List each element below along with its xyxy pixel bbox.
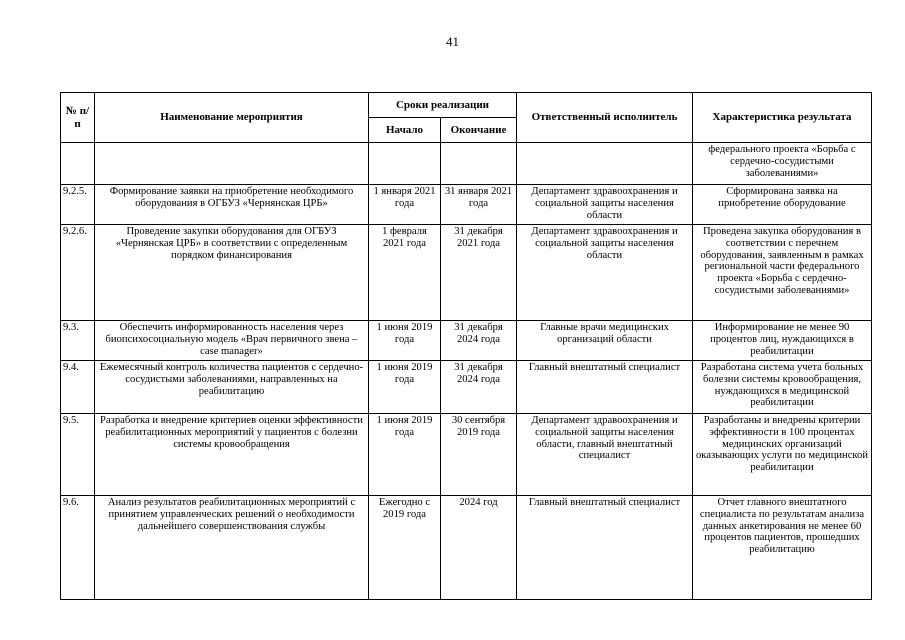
row-name: Ежемесячный контроль количества пациентов с сердечно-сосудистыми заболеваниями, направленных на реабилитацию — [95, 361, 369, 414]
row-executor — [517, 143, 693, 185]
row-end: 31 декабря 2024 года — [441, 361, 517, 414]
row-start: 1 февраля 2021 года — [369, 225, 441, 321]
table-row — [61, 496, 872, 600]
row-num: 9.3. — [61, 321, 95, 361]
row-name: Проведение закупки оборудования для ОГБУЗ «Чернянская ЦРБ» в соответствии с определенным порядком финансирования — [95, 225, 369, 321]
page-number: 41 — [446, 34, 459, 49]
row-end: 31 декабря 2024 года — [441, 321, 517, 361]
row-result: Разработана система учета больных болезни системы кровообращения, нуждающихся в медицинской реабилитации — [693, 361, 872, 414]
row-num: 9.6. — [61, 496, 95, 600]
row-num: 9.5. — [61, 414, 95, 496]
row-start — [369, 143, 441, 185]
row-end: 30 сентября 2019 года — [441, 414, 517, 496]
table-row — [61, 321, 872, 361]
row-start: 1 января 2021 года — [369, 185, 441, 225]
table-row — [61, 185, 872, 225]
row-start: Ежегодно с 2019 года — [369, 496, 441, 600]
row-num — [61, 143, 95, 185]
row-executor: Главный внештатный специалист — [517, 496, 693, 600]
row-result: Разработаны и внедрены критерии эффективности в 100 процентах медицинских организаций оказывающих услуги по медицинской реабилитации — [693, 414, 872, 496]
header-num: № п/п — [61, 93, 95, 143]
row-result: Сформирована заявка на приобретение оборудование — [693, 185, 872, 225]
row-start: 1 июня 2019 года — [369, 321, 441, 361]
table-row — [61, 143, 872, 185]
row-result: Отчет главного внештатного специалиста по результатам анализа данных анкетирования не менее 60 процентов пациентов, прошедших реабилитацию — [693, 496, 872, 600]
table-row — [61, 225, 872, 321]
row-end: 31 декабря 2021 года — [441, 225, 517, 321]
header-result: Характеристика результата — [693, 93, 872, 143]
row-name: Формирование заявки на приобретение необходимого оборудования в ОГБУЗ «Чернянская ЦРБ» — [95, 185, 369, 225]
row-executor: Главный внештатный специалист — [517, 361, 693, 414]
table-row — [61, 414, 872, 496]
row-name: Обеспечить информированность населения через биопсихосоциальную модель «Врач первичного звена – case manager» — [95, 321, 369, 361]
row-start: 1 июня 2019 года — [369, 361, 441, 414]
row-num: 9.4. — [61, 361, 95, 414]
header-start: Начало — [369, 118, 441, 143]
header-terms: Сроки реализации — [369, 93, 517, 118]
row-num: 9.2.5. — [61, 185, 95, 225]
row-result: Проведена закупка оборудования в соответствии с перечнем оборудования, заявленным в рамках региональной части федерального проекта «Борьба с сердечно-сосудистыми заболеваниями» — [693, 225, 872, 321]
header-executor: Ответственный исполнитель — [517, 93, 693, 143]
row-name — [95, 143, 369, 185]
row-result: Информирование не менее 90 процентов лиц, нуждающихся в реабилитации — [693, 321, 872, 361]
row-end: 31 января 2021 года — [441, 185, 517, 225]
row-result: федерального проекта «Борьба с сердечно-сосудистыми заболеваниями» — [693, 143, 872, 185]
header-name: Наименование мероприятия — [95, 93, 369, 143]
row-name: Анализ результатов реабилитационных мероприятий с принятием управленческих решений о необходимости дальнейшего совершенствования службы — [95, 496, 369, 600]
row-executor: Департамент здравоохранения и социальной защиты населения области, главный внештатный специалист — [517, 414, 693, 496]
row-name: Разработка и внедрение критериев оценки эффективности реабилитационных мероприятий у пациентов с болезни системы кровообращения — [95, 414, 369, 496]
row-end: 2024 год — [441, 496, 517, 600]
activities-table — [60, 92, 872, 600]
row-executor: Департамент здравоохранения и социальной защиты населения области — [517, 225, 693, 321]
row-executor: Главные врачи медицинских организаций области — [517, 321, 693, 361]
row-end — [441, 143, 517, 185]
row-executor: Департамент здравоохранения и социальной защиты населения области — [517, 185, 693, 225]
table-row — [61, 361, 872, 414]
header-end: Окончание — [441, 118, 517, 143]
row-num: 9.2.6. — [61, 225, 95, 321]
row-start: 1 июня 2019 года — [369, 414, 441, 496]
table-header-row — [61, 93, 872, 118]
